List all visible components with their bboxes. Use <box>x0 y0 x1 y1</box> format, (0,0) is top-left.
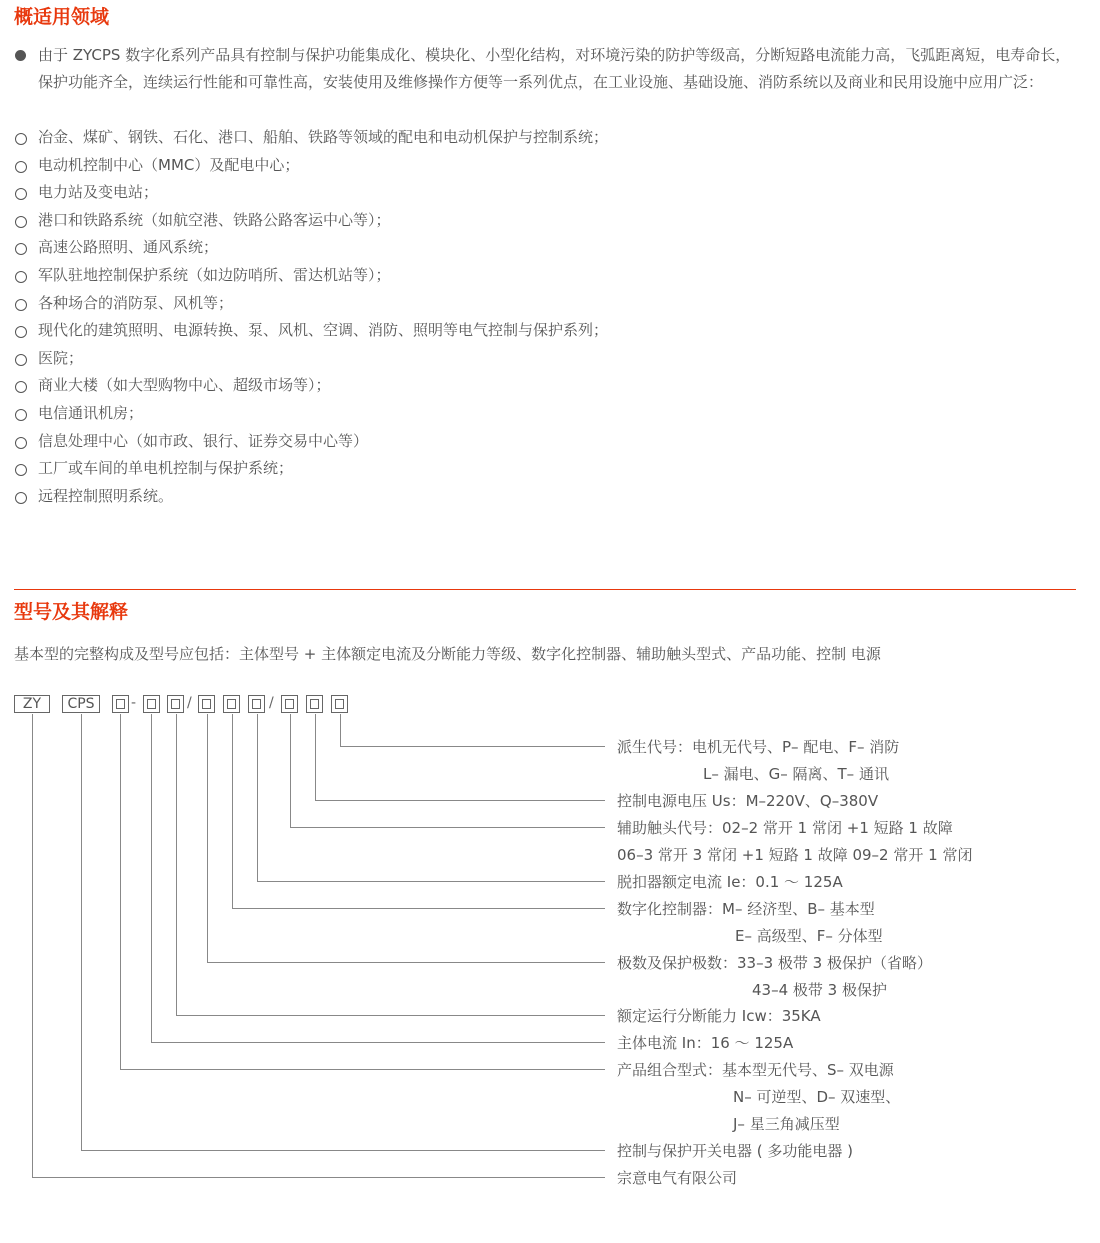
leader-line-controller <box>233 714 606 909</box>
list-item: 港口和铁路系统（如航空港、铁路公路客运中心等）； <box>14 207 608 235</box>
leader-line-combo <box>121 714 606 1070</box>
leader-line-aux <box>291 714 606 828</box>
list-item: 远程控制照明系统。 <box>14 483 608 511</box>
code-slash: / <box>187 695 192 711</box>
list-item: 电信通讯机房； <box>14 400 608 428</box>
list-item: 冶金、煤矿、钢铁、石化、港口、船舶、铁路等领域的配电和电动机保护与控制系统； <box>14 124 608 152</box>
code-box-zy: ZY <box>14 695 50 713</box>
label-company: 宗意电气有限公司 <box>617 1169 738 1187</box>
label-controller: 数字化控制器：M– 经济型、B– 基本型 <box>617 900 875 918</box>
leader-line-trip-current <box>258 714 606 882</box>
list-item: 信息处理中心（如市政、银行、证券交易中心等） <box>14 428 608 456</box>
section-title-application: 概适用领域 <box>14 6 110 28</box>
code-dash: - <box>131 695 137 711</box>
label-controller-cont: E– 高级型、F– 分体型 <box>735 927 883 945</box>
leader-line-poles <box>208 714 606 963</box>
label-aux-contact-cont: 06–3 常开 3 常闭 +1 短路 1 故障 09–2 常开 1 常闭 <box>617 846 973 864</box>
code-box-cps: CPS <box>62 695 100 713</box>
label-poles: 极数及保护极数：33–3 极带 3 极保护（省略） <box>617 954 932 972</box>
label-device: 控制与保护开关电器 ( 多功能电器 ) <box>617 1142 854 1160</box>
leader-line-company <box>33 714 606 1178</box>
label-trip-current: 脱扣器额定电流 Ie：0.1 ～ 125A <box>617 873 843 891</box>
intro-text: 由于 ZYCPS 数字化系列产品具有控制与保护功能集成化、模块化、小型化结构，对环境污染的防护等级高，分断短路电流能力高，飞弧距离短，电寿命长，保护功能齐全，连续运行性能和可靠性高，安装使用及维修操作方便等一系列优点，在工业设施、基础设施、消防系统以及商业和民用设施中应用广泛： <box>38 46 1071 91</box>
list-item: 军队驻地控制保护系统（如边防哨所、雷达机站等）； <box>14 262 608 290</box>
label-breaking-capacity: 额定运行分断能力 Icw：35KA <box>617 1007 821 1025</box>
list-item: 商业大楼（如大型购物中心、超级市场等）； <box>14 372 608 400</box>
label-main-current: 主体电流 In：16 ～ 125A <box>617 1034 794 1052</box>
label-combo-type-cont: N– 可逆型、D– 双速型、 <box>733 1088 901 1106</box>
list-item: 医院； <box>14 345 608 373</box>
leader-line-derived <box>341 714 606 747</box>
list-item: 电力站及变电站； <box>14 179 608 207</box>
label-derived-code-cont: L– 漏电、G– 隔离、T– 通讯 <box>703 765 889 783</box>
label-combo-type-cont2: J– 星三角减压型 <box>733 1115 840 1133</box>
section-title-model: 型号及其解释 <box>14 601 129 623</box>
list-item: 工厂或车间的单电机控制与保护系统； <box>14 455 608 483</box>
leader-line-device <box>82 714 606 1151</box>
list-item: 电动机控制中心（MMC）及配电中心； <box>14 152 608 180</box>
code-slash: / <box>269 695 274 711</box>
list-item: 各种场合的消防泵、风机等； <box>14 290 608 318</box>
label-control-voltage: 控制电源电压 Us：M–220V、Q–380V <box>617 792 879 810</box>
label-derived-code: 派生代号：电机无代号、P– 配电、F– 消防 <box>617 738 900 756</box>
label-combo-type: 产品组合型式：基本型无代号、S– 双电源 <box>617 1061 894 1079</box>
list-item: 现代化的建筑照明、电源转换、泵、风机、空调、消防、照明等电气控制与保护系列； <box>14 317 608 345</box>
label-aux-contact: 辅助触头代号：02–2 常开 1 常闭 +1 短路 1 故障 <box>617 819 953 837</box>
label-poles-cont: 43–4 极带 3 极保护 <box>752 981 887 999</box>
model-description: 基本型的完整构成及型号应包括：主体型号 + 主体额定电流及分断能力等级、数字化控制器、辅助触头型式、产品功能、控制 电源 <box>14 645 881 663</box>
list-item: 高速公路照明、通风系统； <box>14 234 608 262</box>
leader-line-breaking <box>177 714 606 1016</box>
leader-line-voltage <box>316 714 606 801</box>
leader-line-main-current <box>152 714 606 1043</box>
